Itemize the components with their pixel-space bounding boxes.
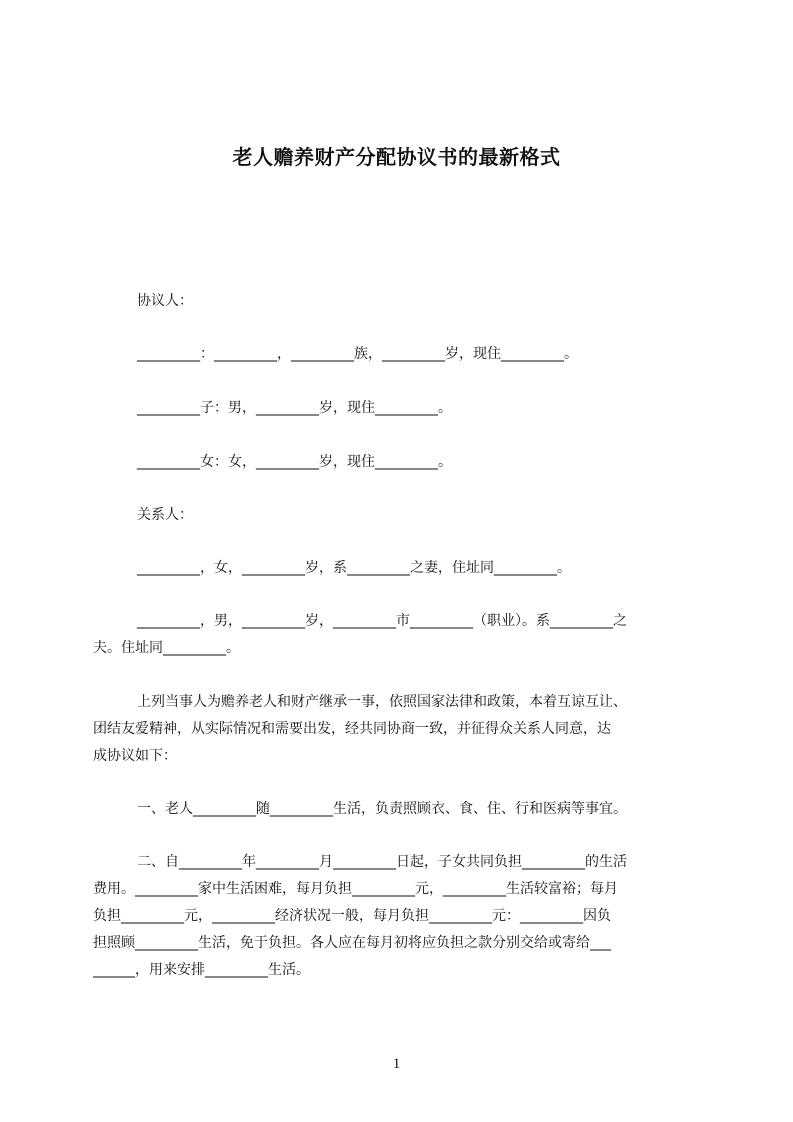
relation-line-wife: _________，女，_________岁，系_________之妻，住址同_________。 <box>137 560 571 576</box>
clause-two-paragraph <box>93 849 705 984</box>
text-line: 负担_________元，_________经济状况一般，每月负担_________元：_________因负 <box>93 908 611 924</box>
text-line: ______，用来安排_________生活。 <box>93 962 310 978</box>
relation-paragraph-husband <box>93 608 705 662</box>
clause-one: 一、老人_________随_________生活，负责照顾衣、食、住、行和医病等事宜。 <box>137 801 627 817</box>
text-line: 夫。住址同_________。 <box>93 640 240 656</box>
party-line-daughter: _________女：女，_________岁，现住_________。 <box>137 454 452 470</box>
party-line-son: _________子：男，_________岁，现住_________。 <box>137 400 452 416</box>
text-line: 团结友爱精神，从实际情况和需要出发，经共同协商一致，并征得众关系人同意，达 <box>93 721 611 737</box>
preamble-paragraph <box>93 689 705 770</box>
text-line: _________，男，_________岁，_________市_________（职业）。系_________之 <box>137 613 627 629</box>
text-line: 二、自_________年_________月_________日起，子女共同负担_________的生活 <box>137 854 627 870</box>
text-line: 成协议如下： <box>93 748 177 764</box>
party-heading: 协议人： <box>137 293 193 309</box>
text-line: 担照顾_________生活，免于负担。各人应在每月初将应负担之款分别交给或寄给___ <box>93 935 611 951</box>
text-line: 费用。_________家中生活困难，每月负担_________元，_________生活较富裕；每月 <box>93 881 618 897</box>
document-title: 老人赡养财产分配协议书的最新格式 <box>232 145 561 169</box>
party-line-elder: _________：_________，_________族，_________岁，现住_________。 <box>137 346 578 362</box>
relation-heading: 关系人： <box>137 507 193 523</box>
page-number: 1 <box>392 1056 401 1072</box>
text-line: 上列当事人为赡养老人和财产继承一事，依照国家法律和政策，本着互谅互让、 <box>137 694 627 710</box>
